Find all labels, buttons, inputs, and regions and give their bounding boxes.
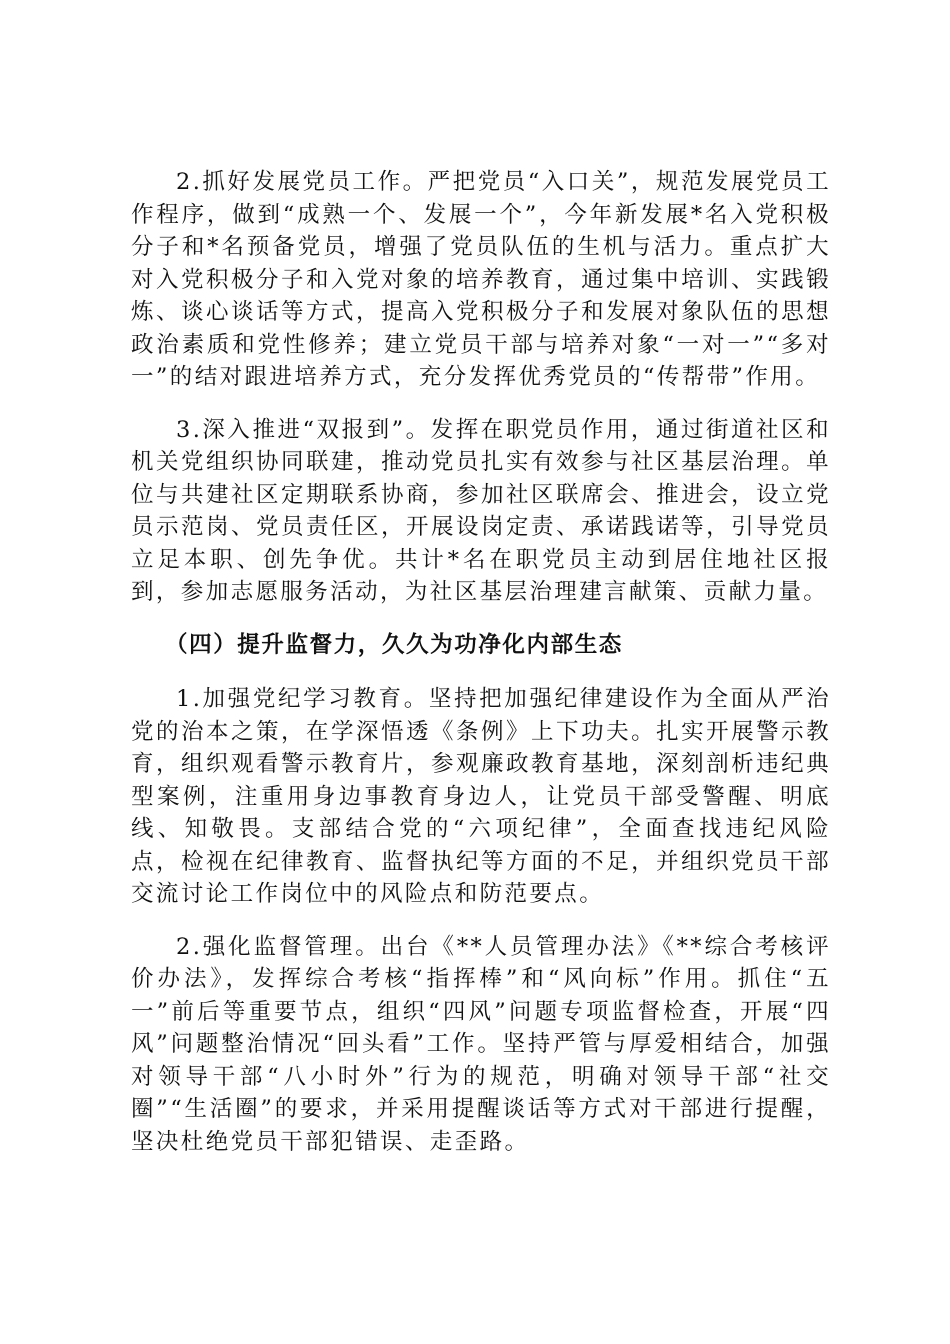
document-body (131, 166, 831, 1178)
paragraph-supervision-management: 2.强化监督管理。出台《**人员管理办法》《**综合考核评价办法》，发挥综合考核“指挥棒”和“风向标”作用。抓住“五一”前后等重要节点，组织“四风”问题专项监督检查，开展“四风”问题整治情况“回头看”工作。坚持严管与厚爱相结合，加强对领导干部“八小时外”行为的规范，明确对领导干部“社交圈”“生活圈”的要求，并采用提醒谈话等方式对干部进行提醒，坚决杜绝党员干部犯错误、走歪路。 (131, 933, 831, 1155)
paragraph-discipline-education: 1.加强党纪学习教育。坚持把加强纪律建设作为全面从严治党的治本之策，在学深悟透《条例》上下功夫。扎实开展警示教育，组织观看警示教育片，参观廉政教育基地，深刻剖析违纪典型案例，注重用身边事教育身边人，让党员干部受警醒、明底线、知敬畏。支部结合党的“六项纪律”，全面查找违纪风险点，检视在纪律教育、监督执纪等方面的不足，并组织党员干部交流讨论工作岗位中的风险点和防范要点。 (131, 686, 831, 907)
paragraph-double-report: 3.深入推进“双报到”。发挥在职党员作用，通过街道社区和机关党组织协同联建，推动党员扎实有效参与社区基层治理。单位与共建社区定期联系协商，参加社区联席会、推进会，设立党员示范岗、党员责任区，开展设岗定责、承诺践诺等，引导党员立足本职、创先争优。共计*名在职党员主动到居住地社区报到，参加志愿服务活动，为社区基层治理建言献策、贡献力量。 (131, 416, 831, 605)
paragraph-develop-members: 2.抓好发展党员工作。严把党员“入口关”，规范发展党员工作程序，做到“成熟一个、发展一个”，今年新发展*名入党积极分子和*名预备党员，增强了党员队伍的生机与活力。重点扩大对入党积极分子和入党对象的培养教育，通过集中培训、实践锻炼、谈心谈话等方式，提高入党积极分子和发展对象队伍的思想政治素质和党性修养；建立党员干部与培养对象“一对一”“多对一”的结对跟进培养方式，充分发挥优秀党员的“传帮带”作用。 (131, 169, 831, 390)
section-heading: （四）提升监督力，久久为功净化内部生态 (165, 631, 623, 658)
